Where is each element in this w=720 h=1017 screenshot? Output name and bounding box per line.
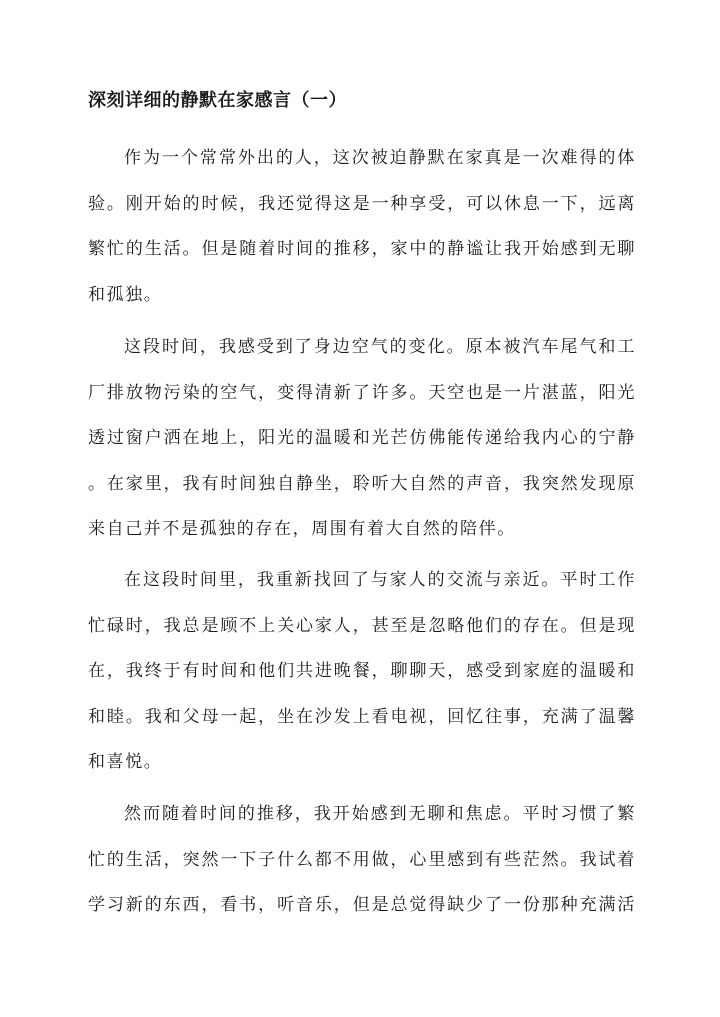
paragraph-line: 然而随着时间的推移，我开始感到无聊和焦虑。平时习惯了繁 [124, 804, 636, 824]
paragraph-line: 繁忙的生活。但是随着时间的推移，家中的静谧让我开始感到无聊 [88, 239, 636, 259]
paragraph-line: 忙的生活，突然一下子什么都不用做，心里感到有些茫然。我试着 [88, 849, 636, 870]
paragraph-2 [88, 325, 636, 553]
paragraph-line: 这段时间，我感受到了身边空气的变化。原本被汽车尾气和工 [124, 337, 636, 357]
paragraph-line: 验。刚开始的时候，我还觉得这是一种享受，可以休息一下，远离 [88, 193, 636, 214]
paragraph-line: 。在家里，我有时间独自静坐，聆听大自然的声音，我突然发现原 [88, 473, 636, 494]
document-title: 深刻详细的静默在家感言（一） [88, 90, 347, 111]
paragraph-line: 作为一个常常外出的人，这次被迫静默在家真是一次难得的体 [124, 148, 636, 168]
paragraph-line: 和睦。我和父母一起，坐在沙发上看电视，回忆往事，充满了温馨 [88, 706, 636, 727]
paragraph-4 [88, 792, 636, 929]
paragraph-line: 学习新的东西，看书，听音乐，但是总觉得缺少了一份那种充满活 [88, 895, 636, 915]
paragraph-line: 和喜悦。 [88, 752, 163, 772]
paragraph-3 [88, 558, 636, 786]
paragraph-line: 忙碌时，我总是顾不上关心家人，甚至是忽略他们的存在。但是现 [88, 615, 636, 636]
paragraph-line: 在这段时间里，我重新找回了与家人的交流与亲近。平时工作 [124, 570, 636, 590]
paragraph-line: 透过窗户洒在地上，阳光的温暖和光芒仿佛能传递给我内心的宁静 [88, 428, 636, 448]
paragraph-1 [88, 136, 636, 318]
paragraph-line: 厂排放物污染的空气，变得清新了许多。天空也是一片湛蓝，阳光 [88, 382, 636, 403]
paragraph-line: 在，我终于有时间和他们共进晚餐，聊聊天，感受到家庭的温暖和 [88, 661, 636, 681]
paragraph-line: 和孤独。 [88, 284, 163, 305]
paragraph-line: 来自己并不是孤独的存在，周围有着大自然的陪伴。 [88, 519, 516, 539]
